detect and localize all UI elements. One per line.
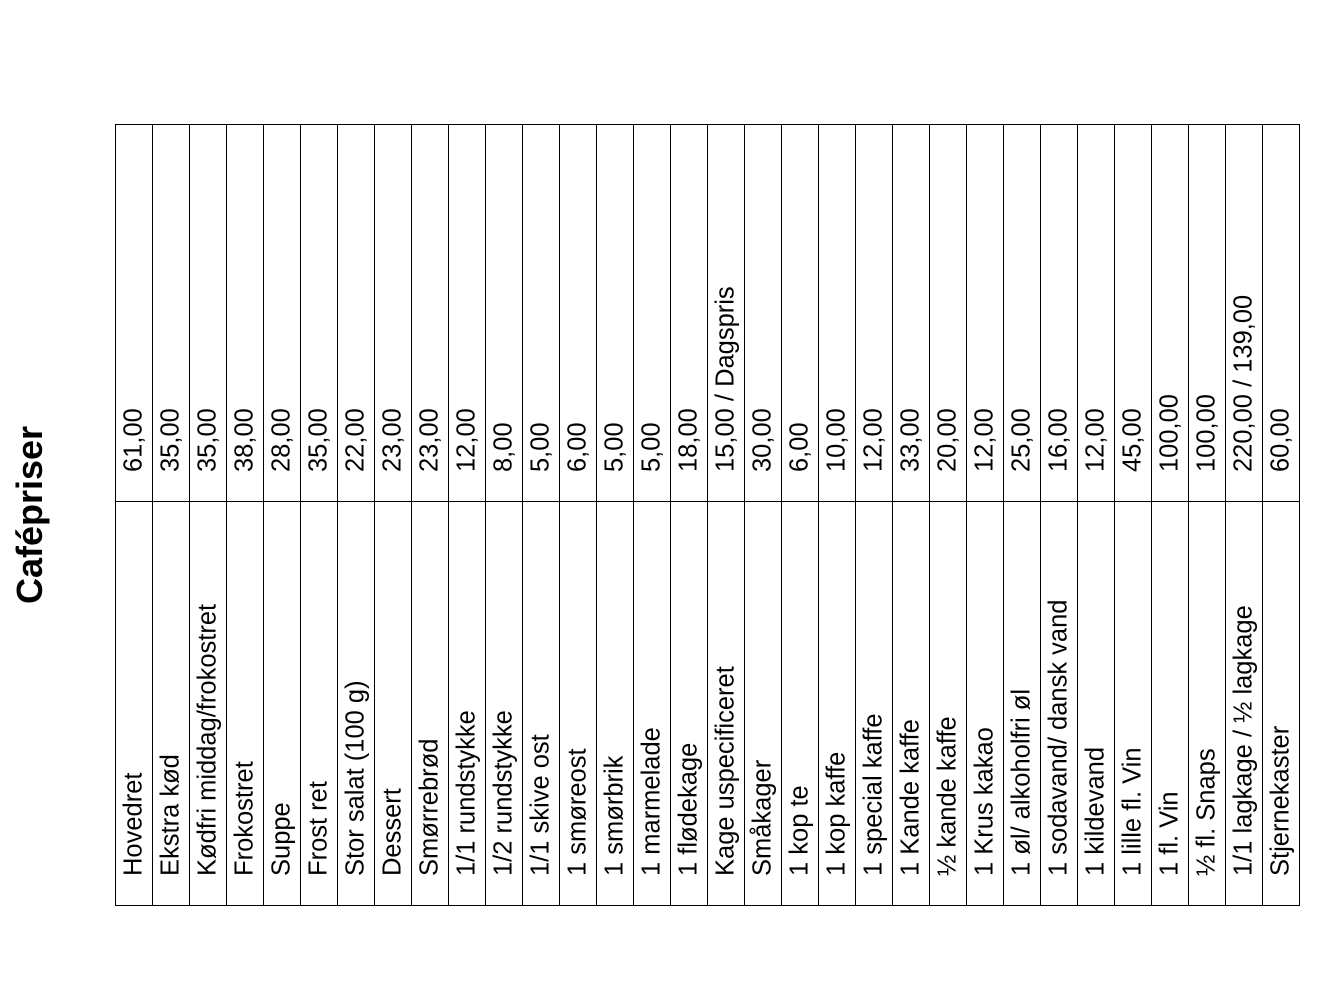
item-price: 60,00 — [1266, 407, 1295, 472]
item-name: 1 lille fl. Vin — [1118, 746, 1147, 876]
item-price: 35,00 — [193, 407, 222, 472]
item-price: 5,00 — [526, 421, 555, 472]
table-row — [634, 125, 671, 905]
table-row — [153, 125, 190, 905]
item-price: 16,00 — [1044, 407, 1073, 472]
item-name: Kage uspecificeret — [711, 665, 740, 876]
item-price-cell — [597, 125, 633, 501]
item-price: 12,00 — [859, 407, 888, 472]
table-row — [671, 125, 708, 905]
item-name: Dessert — [378, 787, 407, 876]
item-name-cell — [412, 501, 448, 905]
item-name-cell — [190, 501, 226, 905]
item-price-cell — [634, 125, 670, 501]
item-price: 12,00 — [452, 407, 481, 472]
item-name: 1 smørbrik — [600, 755, 629, 876]
item-price-cell — [1041, 125, 1077, 501]
item-price-cell — [1004, 125, 1040, 501]
item-name-cell — [227, 501, 263, 905]
item-name: ½ fl. Snaps — [1192, 747, 1221, 876]
item-price: 45,00 — [1118, 407, 1147, 472]
item-name: Frost ret — [304, 780, 333, 876]
item-price-cell — [1078, 125, 1114, 501]
item-price-cell — [190, 125, 226, 501]
item-name: 1 kop kaffe — [822, 751, 851, 876]
item-name-cell — [375, 501, 411, 905]
item-price-cell — [819, 125, 855, 501]
item-name-cell — [560, 501, 596, 905]
item-name-cell — [1115, 501, 1151, 905]
table-row — [782, 125, 819, 905]
table-row — [1041, 125, 1078, 905]
table-row — [449, 125, 486, 905]
item-name-cell — [745, 501, 781, 905]
table-row — [375, 125, 412, 905]
item-price: 33,00 — [896, 407, 925, 472]
item-price-cell — [523, 125, 559, 501]
table-row — [301, 125, 338, 905]
item-name-cell — [301, 501, 337, 905]
item-name-cell — [153, 501, 189, 905]
table-row — [227, 125, 264, 905]
item-price: 38,00 — [230, 407, 259, 472]
item-name: 1 special kaffe — [859, 712, 888, 876]
item-name: 1/1 rundstykke — [452, 709, 481, 876]
item-price: 20,00 — [933, 407, 962, 472]
item-price: 35,00 — [156, 407, 185, 472]
table-row — [523, 125, 560, 905]
item-name: 1/2 rundstykke — [489, 709, 518, 876]
item-name: ½ kande kaffe — [933, 715, 962, 876]
table-row — [1189, 125, 1226, 905]
item-price: 30,00 — [748, 407, 777, 472]
table-row — [116, 125, 153, 905]
item-name: 1 marmelade — [637, 726, 666, 876]
item-price-cell — [1226, 125, 1262, 501]
item-price: 28,00 — [267, 407, 296, 472]
item-price: 25,00 — [1007, 407, 1036, 472]
table-row — [597, 125, 634, 905]
item-price-cell — [1152, 125, 1188, 501]
item-price: 8,00 — [489, 421, 518, 472]
page-title: Cafépriser — [9, 425, 50, 605]
table-row — [1004, 125, 1041, 905]
item-name-cell — [523, 501, 559, 905]
item-price: 35,00 — [304, 407, 333, 472]
item-name-cell — [338, 501, 374, 905]
item-price-cell — [338, 125, 374, 501]
item-name-cell — [1004, 501, 1040, 905]
item-name-cell — [1189, 501, 1225, 905]
item-name-cell — [856, 501, 892, 905]
item-name: Ekstra kød — [156, 753, 185, 876]
item-name-cell — [1263, 501, 1299, 905]
item-name-cell — [893, 501, 929, 905]
table-row — [190, 125, 227, 905]
item-name: 1 smøreost — [563, 747, 592, 876]
item-name-cell — [1041, 501, 1077, 905]
item-name: 1 Kande kaffe — [896, 718, 925, 876]
item-price-cell — [301, 125, 337, 501]
table-row — [1152, 125, 1189, 905]
table-row — [856, 125, 893, 905]
item-price: 12,00 — [1081, 407, 1110, 472]
table-row — [745, 125, 782, 905]
item-price-cell — [893, 125, 929, 501]
table-row — [819, 125, 856, 905]
table-row — [560, 125, 597, 905]
item-name: 1 kildevand — [1081, 746, 1110, 876]
item-price-cell — [745, 125, 781, 501]
item-name-cell — [486, 501, 522, 905]
item-price-cell — [375, 125, 411, 501]
item-price: 100,00 — [1192, 393, 1221, 472]
item-price: 5,00 — [637, 421, 666, 472]
item-name: 1/1 lagkage / ½ lagkage — [1229, 604, 1258, 876]
item-price-cell — [930, 125, 966, 501]
table-row — [1263, 125, 1299, 905]
item-price-cell — [1263, 125, 1299, 501]
item-name-cell — [449, 501, 485, 905]
item-price-cell — [449, 125, 485, 501]
item-name: 1 Krus kakao — [970, 726, 999, 876]
item-price-cell — [1115, 125, 1151, 501]
item-name: Stjernekaster — [1266, 725, 1295, 876]
item-price-cell — [782, 125, 818, 501]
item-name: Smørrebrød — [415, 738, 444, 876]
item-price: 15,00 / Dagspris — [711, 285, 740, 472]
item-price: 12,00 — [970, 407, 999, 472]
item-price: 23,00 — [415, 407, 444, 472]
item-name-cell — [967, 501, 1003, 905]
item-name: 1 sodavand/ dansk vand — [1044, 599, 1073, 876]
item-name-cell — [264, 501, 300, 905]
item-name: Kødfri middag/frokostret — [193, 603, 222, 876]
table-row — [967, 125, 1004, 905]
item-price: 61,00 — [119, 407, 148, 472]
item-price: 220,00 / 139,00 — [1229, 294, 1258, 472]
item-name: Frokostret — [230, 760, 259, 876]
item-name-cell — [671, 501, 707, 905]
item-name-cell — [1226, 501, 1262, 905]
item-price-cell — [560, 125, 596, 501]
item-name: 1 kop te — [785, 784, 814, 876]
table-row — [264, 125, 301, 905]
item-price: 23,00 — [378, 407, 407, 472]
item-name-cell — [597, 501, 633, 905]
item-price-cell — [153, 125, 189, 501]
price-table — [115, 124, 1300, 906]
table-row — [1078, 125, 1115, 905]
item-price: 18,00 — [674, 407, 703, 472]
table-row — [708, 125, 745, 905]
item-name-cell — [930, 501, 966, 905]
item-price: 6,00 — [563, 421, 592, 472]
item-price: 100,00 — [1155, 393, 1184, 472]
item-price-cell — [116, 125, 152, 501]
item-name: 1/1 skive ost — [526, 733, 555, 876]
item-name: Suppe — [267, 801, 296, 876]
table-row — [338, 125, 375, 905]
item-price-cell — [856, 125, 892, 501]
item-price-cell — [412, 125, 448, 501]
item-price-cell — [671, 125, 707, 501]
item-name: 1 flødekage — [674, 742, 703, 876]
table-row — [1115, 125, 1152, 905]
table-row — [412, 125, 449, 905]
item-name-cell — [819, 501, 855, 905]
item-price: 5,00 — [600, 421, 629, 472]
item-price-cell — [967, 125, 1003, 501]
item-name: Stor salat (100 g) — [341, 679, 370, 876]
item-name: 1 fl. Vin — [1155, 790, 1184, 876]
table-row — [893, 125, 930, 905]
item-price-cell — [227, 125, 263, 501]
item-name-cell — [116, 501, 152, 905]
item-name: Hovedret — [119, 772, 148, 876]
item-name-cell — [634, 501, 670, 905]
item-price-cell — [486, 125, 522, 501]
item-price-cell — [708, 125, 744, 501]
item-name-cell — [1078, 501, 1114, 905]
item-name: Småkager — [748, 759, 777, 876]
item-price-cell — [1189, 125, 1225, 501]
item-price: 6,00 — [785, 421, 814, 472]
table-row — [1226, 125, 1263, 905]
item-price: 10,00 — [822, 407, 851, 472]
item-name-cell — [782, 501, 818, 905]
item-price: 22,00 — [341, 407, 370, 472]
item-name-cell — [1152, 501, 1188, 905]
item-price-cell — [264, 125, 300, 501]
table-row — [930, 125, 967, 905]
table-row — [486, 125, 523, 905]
item-name: 1 øl/ alkoholfri øl — [1007, 688, 1036, 876]
item-name-cell — [708, 501, 744, 905]
